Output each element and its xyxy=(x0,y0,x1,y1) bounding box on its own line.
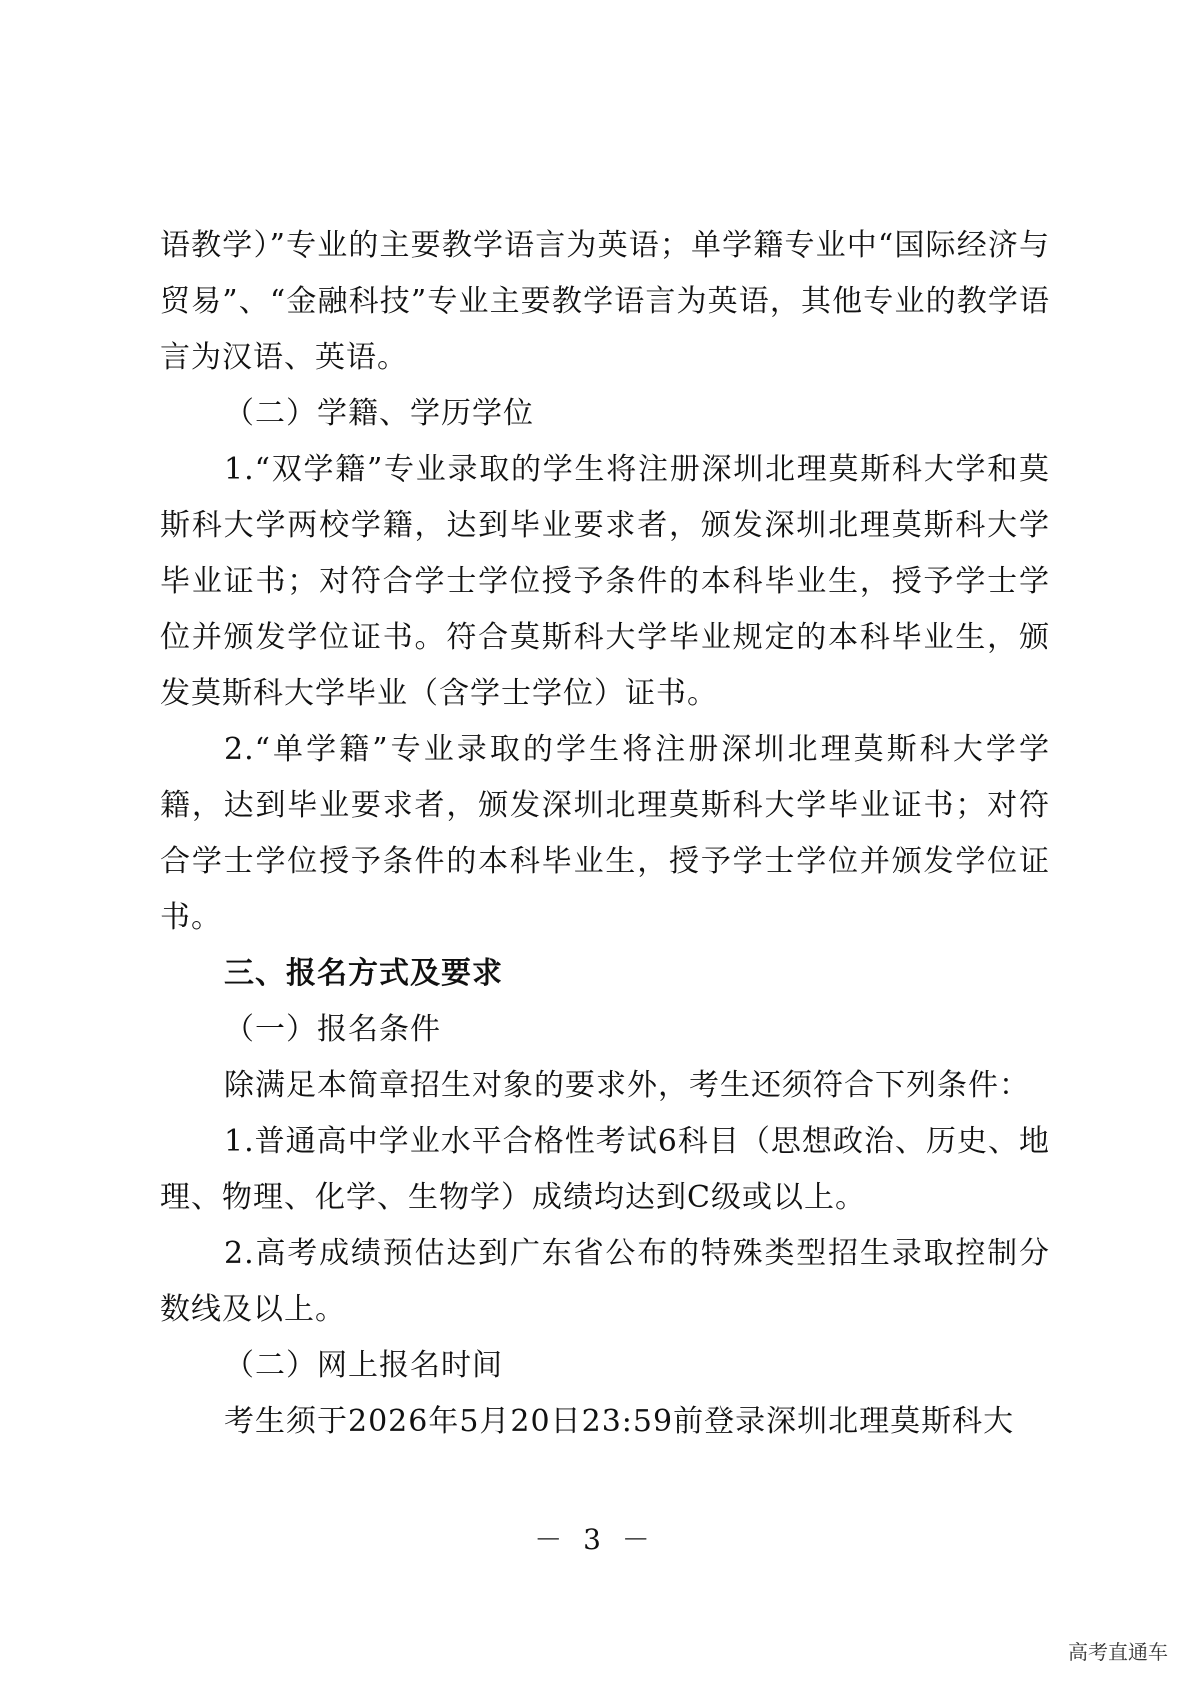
paragraph-condition-1: 1.普通高中学业水平合格性考试6科目（思想政治、历史、地理、物理、化学、生物学）成绩均达到C级或以上。 xyxy=(160,1124,1050,1215)
heading-registration: 三、报名方式及要求 xyxy=(224,956,503,991)
paragraph-conditions-intro: 除满足本简章招生对象的要求外，考生还须符合下列条件： xyxy=(224,1068,1030,1103)
subheading-online-registration-time: （二）网上报名时间 xyxy=(224,1348,503,1383)
subheading-status-degree: （二）学籍、学历学位 xyxy=(224,396,534,431)
watermark: 高考直通车 xyxy=(1068,1640,1168,1664)
page-number: － 3 － xyxy=(534,1523,656,1556)
paragraph-condition-2: 2.高考成绩预估达到广东省公布的特殊类型招生录取控制分数线及以上。 xyxy=(160,1236,1050,1327)
paragraph-dual-enrollment: 1.“双学籍”专业录取的学生将注册深圳北理莫斯科大学和莫斯科大学两校学籍，达到毕业要求者，颁发深圳北理莫斯科大学毕业证书；对符合学士学位授予条件的本科毕业生，授予学士学位并颁发学位证书。符合莫斯科大学毕业规定的本科毕业生，颁发莫斯科大学毕业（含学士学位）证书。 xyxy=(160,452,1050,711)
subheading-conditions: （一）报名条件 xyxy=(224,1012,441,1047)
paragraph-single-enrollment: 2.“单学籍”专业录取的学生将注册深圳北理莫斯科大学学籍，达到毕业要求者，颁发深圳北理莫斯科大学毕业证书；对符合学士学位授予条件的本科毕业生，授予学士学位并颁发学位证书。 xyxy=(160,732,1050,935)
paragraph-continued: 语教学）”专业的主要教学语言为英语；单学籍专业中“国际经济与贸易”、“金融科技”专业主要教学语言为英语，其他专业的教学语言为汉语、英语。 xyxy=(160,228,1050,375)
paragraph-registration-deadline: 考生须于2026年5月20日23:59前登录深圳北理莫斯科大 xyxy=(224,1404,1015,1439)
document-body xyxy=(160,218,1050,1450)
